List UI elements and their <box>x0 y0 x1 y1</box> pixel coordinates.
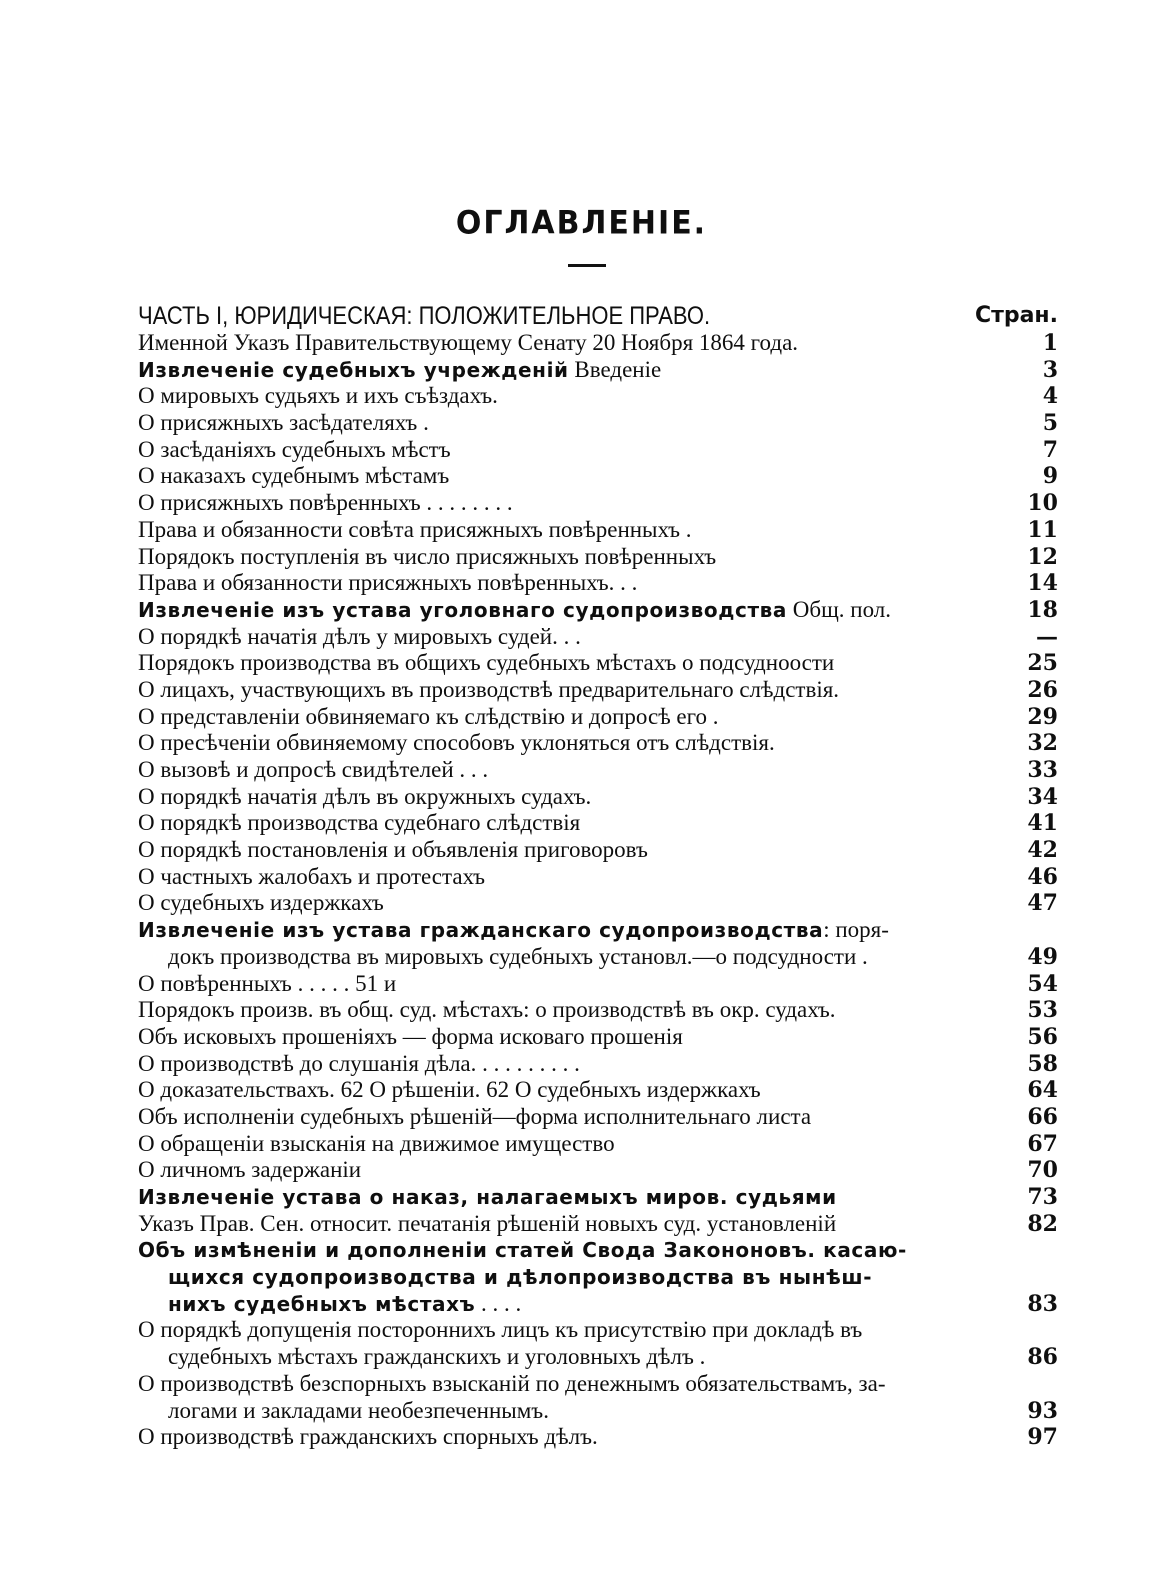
toc-entry-page: 34 <box>1027 783 1058 810</box>
toc-entry <box>138 570 1058 597</box>
toc-entry-bold-title: щихся судопроизводства и дѣлопроизводства въ нынѣш- <box>168 1265 873 1290</box>
toc-entry-title: О порядкѣ начатія дѣлъ въ окружныхъ судахъ. <box>138 783 592 809</box>
toc-entry-page: 42 <box>1027 837 1058 864</box>
toc-entry-title: О пресѣченіи обвиняемому способовъ уклоняться отъ слѣдствія. <box>138 730 775 756</box>
toc-entry-text <box>138 383 498 410</box>
toc-entry-text <box>138 971 396 998</box>
toc-entry-page: 32 <box>1027 730 1058 757</box>
toc-entry <box>138 330 1058 357</box>
toc-entry-page: 58 <box>1027 1050 1058 1077</box>
toc-entry <box>138 1291 1058 1318</box>
toc-entry-text <box>138 1237 907 1264</box>
toc-entry-title: Порядокъ производства въ общихъ судебныхъ мѣстахъ о подсудноости <box>138 650 835 676</box>
toc-entry <box>138 1211 1058 1238</box>
toc-entry-text <box>138 810 580 837</box>
part-header <box>138 300 1058 332</box>
toc-entry-title: Введеніе <box>568 356 662 382</box>
toc-entry-text <box>138 597 891 624</box>
toc-entry-title: О доказательствахъ. 62 О рѣшеніи. 62 О судебныхъ издержкахъ <box>138 1077 761 1103</box>
toc-entry-title: О личномъ задержаніи <box>138 1157 362 1183</box>
toc-entry <box>138 864 1058 891</box>
toc-entry-title: О порядкѣ производства судебнаго слѣдствія <box>138 810 581 836</box>
toc-entry-page: 82 <box>1027 1210 1058 1237</box>
toc-entry-text <box>138 757 488 784</box>
toc-entry <box>138 383 1058 410</box>
toc-entry-text <box>138 784 591 811</box>
toc-entry-title: О обращеніи взысканія на движимое имущество <box>138 1130 615 1156</box>
toc-entry-title: О частныхъ жалобахъ и протестахъ <box>138 863 486 889</box>
toc-entry <box>138 944 1058 971</box>
toc-entry <box>138 410 1058 437</box>
toc-entry-title: О присяжныхъ повѣренныхъ . . . . . . . . <box>138 490 513 516</box>
toc-entry-bold-title: нихъ судебныхъ мѣстахъ <box>168 1291 476 1316</box>
toc-entry-title: О вызовѣ и допросѣ свидѣтелей . . . <box>138 757 489 782</box>
toc-list <box>138 330 1058 1451</box>
toc-entry-text <box>138 997 836 1024</box>
toc-entry-bold-title: Объ измѣненіи и дополненіи статей Свода Закононовъ. касаю- <box>138 1238 907 1263</box>
toc-entry-text <box>138 1424 598 1451</box>
toc-entry-title: О присяжныхъ засѣдателяхъ . <box>138 410 429 436</box>
toc-entry-text <box>138 730 775 757</box>
toc-entry-page: 66 <box>1027 1103 1058 1130</box>
toc-entry-text <box>138 1317 862 1344</box>
toc-entry-bold-title: Извлеченіе устава о наказ, налагаемыхъ миров. судьями <box>138 1185 837 1209</box>
toc-entry-page: 14 <box>1027 570 1058 597</box>
toc-entry-text <box>138 890 384 917</box>
toc-entry-text <box>138 1184 837 1211</box>
toc-entry-text <box>138 1211 836 1238</box>
toc-entry <box>138 730 1058 757</box>
toc-entry-title: О порядкѣ начатія дѣлъ у мировыхъ судей. . . <box>138 623 581 649</box>
toc-entry-page: 29 <box>1027 703 1058 730</box>
toc-entry-title: О мировыхъ судьяхъ и ихъ съѣздахъ. <box>138 383 498 409</box>
toc-entry-text <box>138 704 719 731</box>
toc-entry-page: 5 <box>1042 410 1058 437</box>
toc-entry-text <box>138 544 716 571</box>
toc-entry <box>138 650 1058 677</box>
toc-entry-title: О порядкѣ допущенія постороннихъ лицъ къ присутствію при докладѣ въ <box>138 1317 863 1343</box>
toc-entry <box>138 517 1058 544</box>
toc-entry-text <box>168 1264 872 1291</box>
toc-entry <box>138 437 1058 464</box>
toc-entry <box>138 1237 1058 1264</box>
toc-entry-text <box>138 1104 811 1131</box>
toc-entry <box>138 1184 1058 1211</box>
toc-entry-page: 49 <box>1027 943 1058 970</box>
toc-entry-page: 47 <box>1027 890 1058 917</box>
toc-entry-text <box>138 1077 761 1104</box>
toc-entry-text <box>138 437 451 464</box>
toc-entry-page: 12 <box>1027 543 1058 570</box>
toc-entry-page: 26 <box>1027 676 1058 703</box>
toc-entry-text <box>138 1024 683 1051</box>
toc-entry-title: О засѣданіяхъ судебныхъ мѣстъ <box>138 436 451 462</box>
toc-entry-title: Именной Указъ Правительствующему Сенату 20 Ноября 1864 года. <box>138 330 799 355</box>
toc-entry <box>138 544 1058 571</box>
toc-entry <box>138 1077 1058 1104</box>
toc-entry <box>138 837 1058 864</box>
toc-entry-page: 97 <box>1027 1424 1058 1451</box>
toc-entry <box>138 677 1058 704</box>
toc-entry-title: О лицахъ, участвующихъ въ производствѣ предварительнаго слѣдствія. <box>138 676 840 702</box>
toc-entry-text <box>168 944 868 971</box>
toc-entry-title: Права и обязанности совѣта присяжныхъ повѣренныхъ . <box>138 516 692 542</box>
toc-entry-text <box>138 917 889 944</box>
toc-entry-page: 67 <box>1027 1130 1058 1157</box>
toc-entry-page: 4 <box>1042 383 1058 410</box>
toc-entry-page: 41 <box>1027 810 1058 837</box>
toc-entry <box>138 624 1058 651</box>
toc-entry <box>138 357 1058 384</box>
toc-entry <box>138 1051 1058 1078</box>
toc-entry <box>138 810 1058 837</box>
toc-entry-page: 46 <box>1027 863 1058 890</box>
toc-entry <box>138 1317 1058 1344</box>
toc-entry-text <box>138 864 485 891</box>
toc-entry <box>138 490 1058 517</box>
toc-entry <box>138 1344 1058 1371</box>
toc-entry-page: — <box>1036 623 1058 650</box>
toc-entry <box>138 1157 1058 1184</box>
toc-entry-title: логами и закладами необезпеченнымъ. <box>168 1397 549 1423</box>
toc-entry-page: 53 <box>1027 997 1058 1024</box>
toc-entry-title: Порядокъ поступленія въ число присяжныхъ повѣренныхъ <box>138 543 717 569</box>
toc-entry-title: Объ исполненіи судебныхъ рѣшеній—форма исполнительнаго листа <box>138 1103 812 1129</box>
toc-entry-text <box>138 1051 580 1078</box>
toc-entry-title: О производствѣ гражданскихъ спорныхъ дѣлъ. <box>138 1424 598 1450</box>
toc-entry-bold-title: Извлеченіе изъ устава уголовнаго судопроизводства <box>138 597 788 622</box>
toc-entry-page: 70 <box>1027 1157 1058 1184</box>
toc-entry <box>138 704 1058 731</box>
toc-entry-bold-title: Извлеченіе судебныхъ учрежденій <box>138 357 569 382</box>
toc-entry <box>138 1264 1058 1291</box>
toc-entry-title: О наказахъ судебнымъ мѣстамъ <box>138 463 450 489</box>
toc-entry-title: : поря- <box>823 917 889 943</box>
page-title: ОГЛАВЛЕНІЕ. <box>455 204 708 243</box>
toc-entry-page: 54 <box>1027 970 1058 997</box>
toc-entry-page: 64 <box>1027 1077 1058 1104</box>
toc-entry <box>138 971 1058 998</box>
toc-entry-title: О порядкѣ постановленія и объявленія приговоровъ <box>138 837 648 863</box>
toc-entry-text <box>138 330 798 357</box>
toc-entry-text <box>138 1371 885 1398</box>
toc-entry <box>138 597 1058 624</box>
toc-entry-title: О судебныхъ издержкахъ <box>138 890 384 916</box>
toc-entry-text <box>138 570 637 597</box>
toc-entry-title: Указъ Прав. Сен. относит. печатанія рѣшеній новыхъ суд. установленій <box>138 1210 837 1236</box>
toc-entry <box>138 757 1058 784</box>
toc-entry-text <box>168 1344 705 1371</box>
toc-entry <box>138 997 1058 1024</box>
toc-entry-text <box>138 624 581 651</box>
toc-entry-text <box>138 463 449 490</box>
toc-entry <box>138 1398 1058 1425</box>
toc-entry-title: Объ исковыхъ прошеніяхъ — форма исковаго прошенія <box>138 1023 683 1049</box>
toc-entry-text <box>138 677 839 704</box>
toc-entry-page: 93 <box>1027 1397 1058 1424</box>
toc-entry-page: 18 <box>1027 596 1058 623</box>
toc-entry-page: 73 <box>1027 1184 1058 1210</box>
toc-entry-page: 56 <box>1027 1023 1058 1050</box>
toc-entry-text <box>138 837 648 864</box>
toc-entry-page: 9 <box>1042 463 1058 490</box>
toc-entry-text <box>138 357 661 384</box>
toc-entry-title: Общ. пол. <box>787 596 892 622</box>
toc-entry <box>138 1131 1058 1158</box>
toc-entry <box>138 463 1058 490</box>
toc-entry-page: 83 <box>1027 1290 1058 1317</box>
toc-entry-text <box>138 410 429 437</box>
toc-entry-bold-title: Извлеченіе изъ устава гражданскаго судопроизводства <box>138 918 824 943</box>
toc-entry-text <box>138 1157 361 1184</box>
toc-entry-page: 86 <box>1027 1344 1058 1371</box>
toc-entry-title: Порядокъ произв. въ общ. суд. мѣстахъ: о производствѣ въ окр. судахъ. <box>138 997 836 1023</box>
toc-entry-page: 1 <box>1042 330 1058 356</box>
page-column-label: Стран. <box>974 303 1058 328</box>
toc-entry-text <box>138 517 692 544</box>
toc-entry-text <box>168 1398 549 1425</box>
toc-entry-page: 25 <box>1027 650 1058 677</box>
toc-entry-page: 3 <box>1042 356 1058 383</box>
toc-entry-text <box>138 490 513 517</box>
toc-entry-title: судебныхъ мѣстахъ гражданскихъ и уголовныхъ дѣлъ . <box>168 1344 706 1370</box>
toc-entry <box>138 917 1058 944</box>
toc-entry-page: 33 <box>1027 757 1058 783</box>
title-rule <box>568 264 606 267</box>
toc-entry-title: О производствѣ до слушанія дѣла. . . . . . . . . . <box>138 1050 580 1076</box>
toc-entry-title: Права и обязанности присяжныхъ повѣренныхъ. . . <box>138 570 638 596</box>
toc-entry-title: О производствѣ безспорныхъ взысканій по денежнымъ обязательствамъ, за- <box>138 1370 886 1396</box>
toc-entry <box>138 1371 1058 1398</box>
toc-entry-page: 11 <box>1027 516 1058 543</box>
toc-entry-title: О представленіи обвиняемаго къ слѣдствію и допросѣ его . <box>138 703 719 729</box>
toc-entry <box>138 1024 1058 1051</box>
toc-entry <box>138 784 1058 811</box>
toc-entry-title: докъ производства въ мировыхъ судебныхъ установл.—о подсудности . <box>168 943 868 969</box>
toc-entry <box>138 890 1058 917</box>
toc-entry-page: 7 <box>1042 436 1058 463</box>
toc-entry-text <box>138 650 834 677</box>
part-heading: ЧАСТЬ I, ЮРИДИЧЕСКАЯ: ПОЛОЖИТЕЛЬНОЕ ПРАВО. <box>138 302 711 330</box>
toc-entry-page: 10 <box>1027 490 1058 517</box>
toc-entry <box>138 1104 1058 1131</box>
toc-entry-text <box>138 1131 615 1158</box>
toc-entry-text <box>168 1291 521 1318</box>
toc-entry-title: . . . . <box>475 1290 522 1316</box>
toc-entry <box>138 1424 1058 1451</box>
toc-entry-title: О повѣренныхъ . . . . . 51 и <box>138 970 397 996</box>
